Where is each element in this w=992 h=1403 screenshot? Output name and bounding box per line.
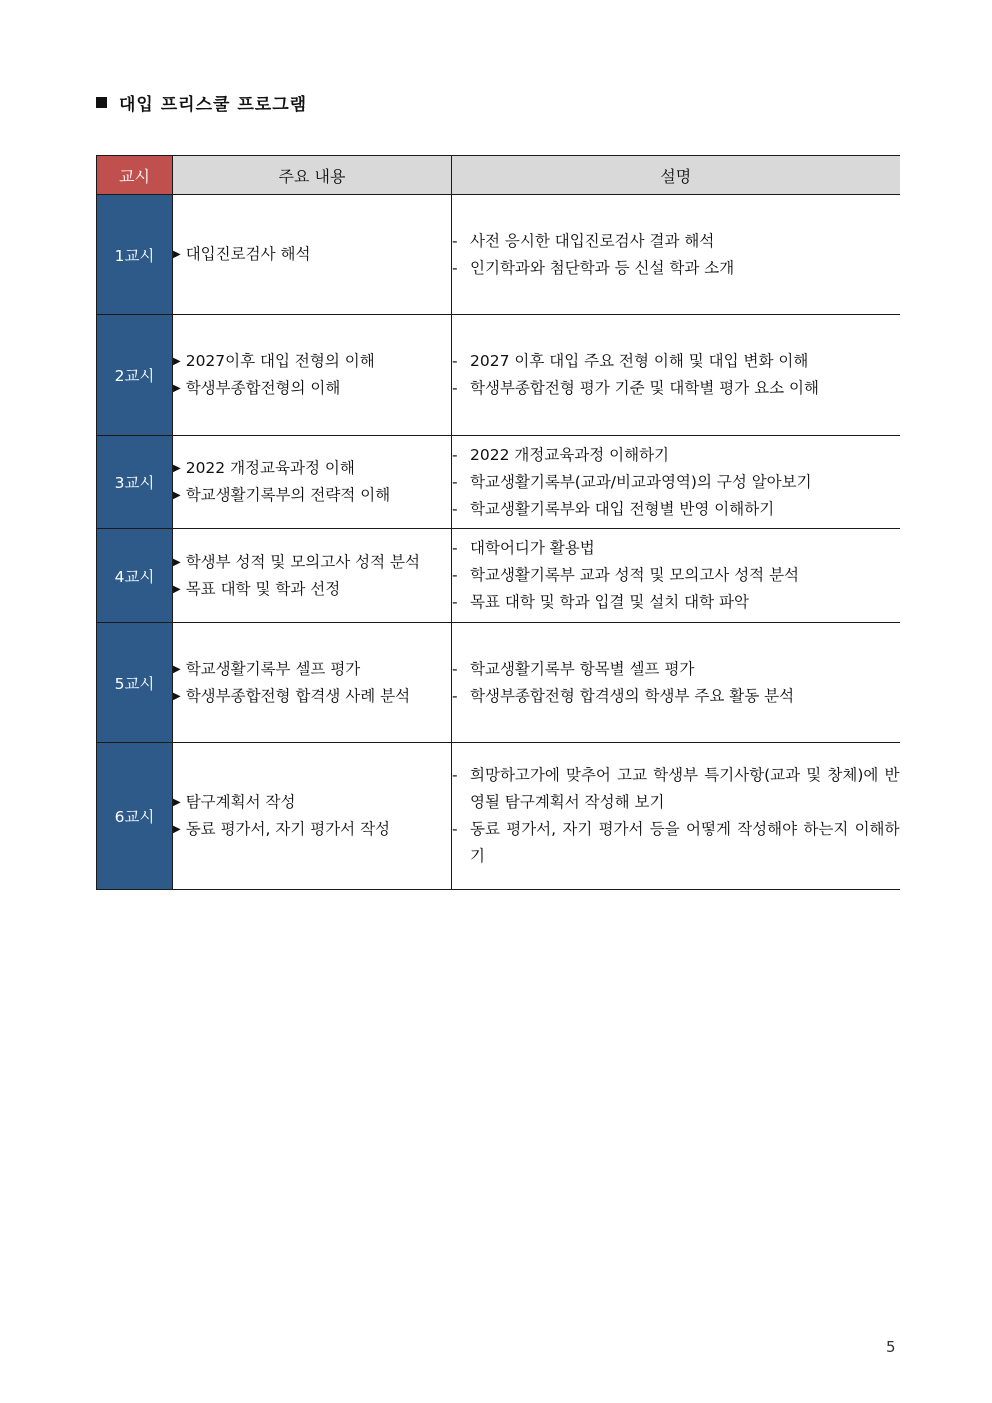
dash-bullet-icon: - <box>452 472 458 491</box>
content-cell <box>173 743 452 890</box>
description-cell <box>452 529 900 623</box>
square-bullet-icon <box>96 97 107 108</box>
description-item: - 학교생활기록부 항목별 셀프 평가 <box>452 656 900 683</box>
dash-bullet-icon: - <box>452 820 458 838</box>
description-item: - 동료 평가서, 자기 평가서 등을 어떻게 작성해야 하는지 이해하기 <box>452 816 900 870</box>
content-cell <box>173 436 452 529</box>
section-title <box>96 90 307 115</box>
content-cell <box>173 623 452 743</box>
content-item: ▶ 2022 개정교육과정 이해 <box>173 455 451 482</box>
content-item: ▶ 목표 대학 및 학과 선정 <box>173 576 451 603</box>
period-cell: 6교시 <box>97 743 173 890</box>
triangle-bullet-icon: ▶ <box>173 663 181 675</box>
period-cell: 3교시 <box>97 436 173 529</box>
dash-bullet-icon: - <box>452 258 458 277</box>
table-row <box>97 315 900 436</box>
description-cell <box>452 195 900 315</box>
description-cell <box>452 623 900 743</box>
triangle-bullet-icon: ▶ <box>173 797 181 808</box>
dash-bullet-icon: - <box>452 566 458 584</box>
dash-bullet-icon: - <box>452 766 458 784</box>
triangle-bullet-icon: ▶ <box>173 556 181 568</box>
description-item: - 학교생활기록부 교과 성적 및 모의고사 성적 분석 <box>452 562 900 589</box>
dash-bullet-icon: - <box>452 686 458 705</box>
table-row <box>97 529 900 623</box>
dash-bullet-icon: - <box>452 593 458 611</box>
content-cell <box>173 315 452 436</box>
period-cell: 5교시 <box>97 623 173 743</box>
content-item: ▶ 학교생활기록부 셀프 평가 <box>173 656 451 683</box>
dash-bullet-icon: - <box>452 445 458 464</box>
description-item: - 2027 이후 대입 주요 전형 이해 및 대입 변화 이해 <box>452 348 900 375</box>
description-item: - 학생부종합전형 합격생의 학생부 주요 활동 분석 <box>452 683 900 710</box>
content-item: ▶ 학생부종합전형의 이해 <box>173 375 451 402</box>
content-item: ▶ 2027이후 대입 전형의 이해 <box>173 348 451 375</box>
table-row <box>97 436 900 529</box>
content-cell <box>173 529 452 623</box>
content-item: ▶ 학교생활기록부의 전략적 이해 <box>173 482 451 509</box>
description-item: - 학교생활기록부와 대입 전형별 반영 이해하기 <box>452 496 900 523</box>
description-item: - 목표 대학 및 학과 입결 및 설치 대학 파악 <box>452 589 900 616</box>
header-period: 교시 <box>97 156 173 195</box>
dash-bullet-icon: - <box>452 352 458 370</box>
dash-bullet-icon: - <box>452 231 458 250</box>
triangle-bullet-icon: ▶ <box>173 490 181 501</box>
triangle-bullet-icon: ▶ <box>173 824 181 835</box>
content-item: ▶ 탐구계획서 작성 <box>173 789 451 816</box>
section-title-text: 대입 프리스쿨 프로그램 <box>119 95 308 115</box>
description-cell <box>452 743 900 890</box>
description-item: - 대학어디가 활용법 <box>452 535 900 562</box>
table-header-row <box>97 156 900 195</box>
description-item: - 학교생활기록부(교과/비교과영역)의 구성 알아보기 <box>452 469 900 496</box>
period-cell: 1교시 <box>97 195 173 315</box>
description-item: - 희망하고가에 맞추어 고교 학생부 특기사항(교과 및 창체)에 반영될 탐구계획서 작성해 보기 <box>452 762 900 816</box>
triangle-bullet-icon: ▶ <box>173 463 181 474</box>
content-cell <box>173 195 452 315</box>
page-number: 5 <box>886 1338 896 1356</box>
period-cell: 2교시 <box>97 315 173 436</box>
description-item: - 인기학과와 첨단학과 등 신설 학과 소개 <box>452 255 900 282</box>
dash-bullet-icon: - <box>452 379 458 397</box>
table-row <box>97 623 900 743</box>
triangle-bullet-icon: ▶ <box>173 690 181 702</box>
table-row <box>97 743 900 890</box>
content-item: ▶ 학생부종합전형 합격생 사례 분석 <box>173 683 451 710</box>
program-table <box>96 155 900 890</box>
dash-bullet-icon: - <box>452 539 458 557</box>
triangle-bullet-icon: ▶ <box>173 383 181 394</box>
header-description: 설명 <box>452 156 900 195</box>
description-item: - 사전 응시한 대입진로검사 결과 해석 <box>452 228 900 255</box>
content-item: ▶ 동료 평가서, 자기 평가서 작성 <box>173 816 451 843</box>
period-cell: 4교시 <box>97 529 173 623</box>
description-item: - 2022 개정교육과정 이해하기 <box>452 442 900 469</box>
description-cell <box>452 436 900 529</box>
content-item: ▶ 대입진로검사 해석 <box>173 241 451 268</box>
triangle-bullet-icon: ▶ <box>173 356 181 367</box>
description-item: - 학생부종합전형 평가 기준 및 대학별 평가 요소 이해 <box>452 375 900 402</box>
triangle-bullet-icon: ▶ <box>173 583 181 595</box>
header-content: 주요 내용 <box>173 156 452 195</box>
triangle-bullet-icon: ▶ <box>173 249 181 260</box>
content-item: ▶ 학생부 성적 및 모의고사 성적 분석 <box>173 549 451 576</box>
dash-bullet-icon: - <box>452 659 458 678</box>
dash-bullet-icon: - <box>452 499 458 518</box>
description-cell <box>452 315 900 436</box>
table-row <box>97 195 900 315</box>
